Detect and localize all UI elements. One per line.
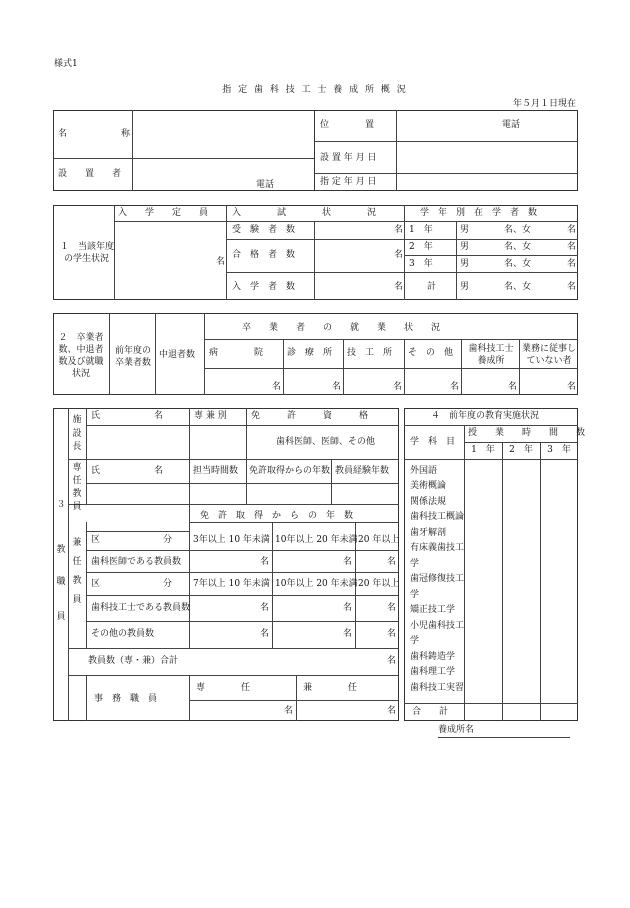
range-b-3: 20 年以上 — [358, 579, 400, 589]
name-label: 名 称 — [58, 129, 131, 139]
form-number: 様式1 — [54, 59, 78, 69]
full-time-teach-years-header: 教員経験年数 — [335, 466, 390, 476]
employ-other-unit: 名 — [450, 382, 460, 392]
location-tel: 電話 — [502, 120, 521, 130]
employ-clinic-unit: 名 — [332, 382, 342, 392]
capacity-unit: 名 — [216, 257, 226, 267]
tech-count-unit-2: 名 — [343, 603, 353, 613]
dentist-count-unit-2: 名 — [343, 557, 353, 567]
other-count-unit-1: 名 — [260, 629, 270, 639]
designated-date-label: 指 定 年 月 日 — [320, 177, 377, 187]
staff-label-kyo: 教 — [56, 545, 66, 555]
setter-tel: 電話 — [256, 180, 275, 190]
employ-col-other: そ の 他 — [408, 348, 454, 358]
total-staff-label: 教員数（専・兼）合計 — [88, 656, 179, 666]
range-b-2: 10年以上 20 年未満 — [275, 579, 358, 589]
staff-label-in: 員 — [56, 612, 66, 622]
other-count-unit-2: 名 — [343, 629, 353, 639]
student-status-label-1: １ 当該年度 — [60, 242, 115, 252]
grade-total-label: 計 — [427, 282, 437, 292]
dentist-count-label: 歯科医師である教員数 — [91, 557, 182, 567]
location-field[interactable] — [397, 111, 577, 140]
staff-label-3: ３ — [56, 500, 66, 510]
curriculum-total-label: 合 計 — [412, 707, 449, 717]
page-title: 指 定 歯 科 技 工 士 養 成 所 概 況 — [222, 85, 408, 95]
director-label: 施設長 — [72, 415, 82, 452]
office-part-label: 兼 任 — [303, 683, 358, 693]
dropouts-label: 中退者数 — [159, 350, 196, 360]
subject-item: 歯科鋳造学 — [410, 651, 456, 662]
institution-name-line[interactable] — [438, 737, 570, 738]
grade-total-unit: 名 — [567, 282, 577, 292]
tech-count-label: 歯科技工士である教員数 — [91, 603, 191, 613]
grade-3-male: 男 — [460, 259, 470, 269]
location-label: 位 置 — [320, 120, 375, 130]
institution-name-label: 養成所名 — [438, 725, 475, 735]
grade-1-unit: 名 — [567, 225, 577, 235]
full-time-name-header: 氏 名 — [91, 466, 164, 476]
setter-field[interactable] — [133, 159, 313, 190]
grade-2-male: 男 — [460, 242, 470, 252]
grade-3-year: 3 年 — [409, 259, 433, 269]
grade-total-female: 名、女 — [504, 282, 532, 292]
director-duty-header: 専 兼 別 — [194, 411, 227, 421]
director-license-value: 歯科医師、医師、その他 — [276, 437, 376, 447]
employ-col-hospital: 病 院 — [209, 348, 264, 358]
other-count-label: その他の教員数 — [91, 629, 155, 639]
employment-header: 卒 業 者 の 就 業 状 況 — [242, 323, 441, 333]
curriculum-title: ４ 前年度の教育実施状況 — [431, 411, 540, 421]
grade-1-male: 男 — [460, 225, 470, 235]
subject-item: 歯科理工学 — [410, 667, 456, 678]
year-3-header: 3 年 — [547, 445, 571, 455]
grade-3-female: 名、女 — [504, 259, 532, 269]
employ-none-unit: 名 — [567, 382, 577, 392]
dentist-count-unit-3: 名 — [387, 557, 397, 567]
full-time-label: 専任教員 — [72, 463, 82, 513]
subject-item: 歯科技工概論 — [410, 512, 465, 523]
office-full-unit: 名 — [284, 706, 294, 716]
tech-count-unit-1: 名 — [260, 603, 270, 613]
employ-col-none: 業務に従事していない者 — [521, 344, 576, 367]
subject-item: 小児歯科技工学 — [410, 620, 465, 647]
capacity-header: 入 学 定 員 — [118, 208, 209, 218]
student-status-label-2: の学生状況 — [64, 254, 110, 264]
established-date-label: 設 置 年 月 日 — [320, 153, 377, 163]
range-b-1: 7年以上 10 年未満 — [193, 579, 270, 589]
range-a-3: 20 年以上 — [358, 535, 400, 545]
division-b-label: 区 分 — [91, 579, 173, 589]
full-time-license-years-header: 免許取得からの年数 — [249, 466, 331, 476]
office-full-label: 専 任 — [196, 683, 251, 693]
grade-header: 学 年 別 在 学 者 数 — [420, 208, 538, 218]
grade-2-female: 名、女 — [504, 242, 532, 252]
staff-label-shoku: 職 — [56, 577, 66, 587]
subject-item: 美術概論 — [410, 481, 447, 492]
exam-header: 入 試 状 況 — [232, 208, 377, 218]
subject-header: 学 科 目 — [410, 437, 456, 447]
subject-list — [410, 464, 464, 696]
full-time-hours-header: 担当時間数 — [193, 466, 239, 476]
grade-2-unit: 名 — [567, 242, 577, 252]
tech-count-unit-3: 名 — [387, 603, 397, 613]
dentist-count-unit-1: 名 — [260, 557, 270, 567]
student-status-table — [53, 205, 578, 300]
range-a-2: 10年以上 20 年未満 — [275, 535, 358, 545]
grade-total-male: 男 — [460, 282, 470, 292]
established-date-field[interactable] — [397, 142, 577, 172]
applicants-unit: 名 — [394, 225, 404, 235]
total-staff-unit: 名 — [387, 656, 397, 666]
employ-lab-unit: 名 — [393, 382, 403, 392]
employ-col-school: 歯科技工士養成所 — [468, 344, 514, 367]
employ-col-clinic: 診 療 所 — [287, 348, 333, 358]
range-a-1: 3年以上 10 年未満 — [193, 535, 270, 545]
other-count-unit-3: 名 — [387, 629, 397, 639]
enrolled-unit: 名 — [394, 282, 404, 292]
designated-date-field[interactable] — [397, 174, 577, 190]
enrolled-label: 入 学 者 数 — [232, 282, 296, 292]
grade-2-year: 2 年 — [409, 242, 433, 252]
division-a-label: 区 分 — [91, 535, 173, 545]
subject-item: 歯科技工実習 — [410, 682, 465, 693]
name-field[interactable] — [133, 111, 313, 157]
passers-unit: 名 — [394, 250, 404, 260]
concurrent-label: 兼任教員 — [72, 538, 82, 605]
subject-item: 関係法規 — [410, 496, 447, 507]
prev-graduates-label: 前年度の卒業者数 — [114, 346, 151, 369]
subject-item: 歯冠修復技工学 — [410, 574, 465, 600]
director-license-header: 免 許 資 格 — [251, 411, 369, 421]
year-1-header: 1 年 — [471, 445, 495, 455]
year-2-header: 2 年 — [509, 445, 533, 455]
subject-item: 歯牙解剖 — [410, 527, 447, 538]
date-note: 年５月１日現在 — [512, 99, 576, 109]
employ-col-lab: 技 工 所 — [347, 348, 393, 358]
employ-hospital-unit: 名 — [272, 382, 282, 392]
subject-item: 矯正技工学 — [410, 605, 456, 616]
office-part-unit: 名 — [387, 706, 397, 716]
office-staff-label: 事 務 職 員 — [94, 694, 158, 704]
grade-1-year: 1 年 — [409, 225, 433, 235]
subject-item: 外国語 — [410, 466, 438, 476]
applicants-label: 受 験 者 数 — [232, 225, 296, 235]
subject-item: 有床義歯技工学 — [410, 543, 465, 569]
grade-1-female: 名、女 — [504, 225, 532, 235]
setter-label: 設 置 者 — [58, 169, 122, 179]
director-name-header: 氏 名 — [91, 411, 164, 421]
license-years-header: 免 許 取 得 か ら の 年 数 — [200, 511, 354, 521]
class-hours-header: 授 業 時 間 数 — [468, 428, 586, 438]
employ-school-unit: 名 — [508, 382, 518, 392]
grade-3-unit: 名 — [567, 259, 577, 269]
graduates-section-label: ２ 卒業者数、中退者数及び就職状況 — [58, 333, 104, 380]
passers-label: 合 格 者 数 — [232, 250, 296, 260]
